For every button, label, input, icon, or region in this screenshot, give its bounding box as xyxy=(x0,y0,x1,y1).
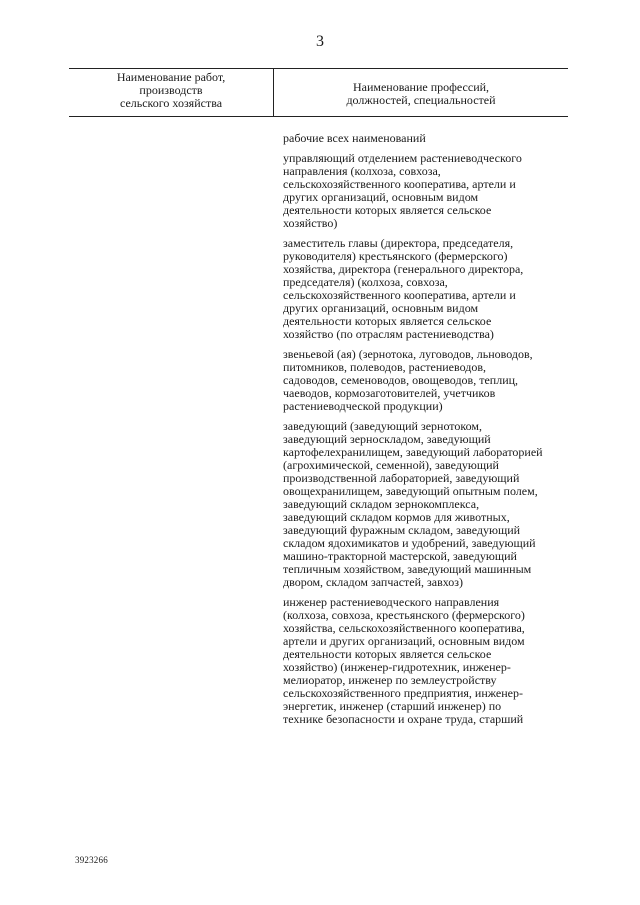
header-professions-line: Наименование профессий, xyxy=(352,80,490,94)
table-header-bottom-rule xyxy=(69,116,568,117)
header-works-line: сельского хозяйства xyxy=(119,96,223,110)
entry-line: (агрохимической, семенной), заведующий xyxy=(283,458,499,472)
entry-line: складом ядохимикатов и удобрений, заведующий xyxy=(283,536,536,550)
profession-entry xyxy=(283,420,563,589)
header-works-cell xyxy=(69,71,273,110)
entry-line: энергетик, инженер (старший инженер) по xyxy=(283,699,502,713)
entry-line: хозяйства, директора (генерального директора, xyxy=(283,262,524,276)
entry-line: звеньевой (ая) (зернотока, луговодов, льноводов, xyxy=(283,347,533,361)
entry-line: инженер растениеводческого направления xyxy=(283,595,500,609)
entry-line: двором, складом запчастей, завхоз) xyxy=(283,575,464,589)
entry-line: сельскохозяйственного кооператива, артели и xyxy=(283,177,516,191)
header-works-line: производств xyxy=(139,83,203,97)
entry-line: артели и других организаций, основным видом xyxy=(283,634,525,648)
entry-line: сельскохозяйственного кооператива, артели и xyxy=(283,288,516,302)
entry-line: (колхоза, совхоза, крестьянского (фермерского) xyxy=(283,608,525,622)
entry-line: сельскохозяйственного предприятия, инженер- xyxy=(283,686,523,700)
entry-line: технике безопасности и охране труда, старший xyxy=(283,712,524,726)
profession-entry xyxy=(283,596,563,726)
document-code: 3923266 xyxy=(75,855,108,865)
profession-entry xyxy=(283,132,563,145)
header-works-line: Наименование работ, xyxy=(116,70,226,84)
page-number: 3 xyxy=(316,33,324,50)
entry-line: направления (колхоза, совхоза, xyxy=(283,164,441,178)
entry-line: заведующий складом кормов для животных, xyxy=(283,510,510,524)
profession-entry xyxy=(283,348,563,413)
entry-line: машино-тракторной мастерской, заведующий xyxy=(283,549,517,563)
entry-line: других организаций, основным видом xyxy=(283,301,479,315)
table-top-rule xyxy=(69,68,568,69)
professions-list xyxy=(283,132,563,733)
entry-line: садоводов, семеноводов, овощеводов, теплиц, xyxy=(283,373,519,387)
entry-line: производственной лабораторией, заведующий xyxy=(283,471,520,485)
entry-line: тепличным хозяйством, заведующий машинным xyxy=(283,562,532,576)
entry-line: чаеводов, кормозаготовителей, учетчиков xyxy=(283,386,496,400)
entry-line: заведующий фуражным складом, заведующий xyxy=(283,523,521,537)
entry-line: управляющий отделением растениеводческого xyxy=(283,151,522,165)
entry-line: питомников, полеводов, растениеводов, xyxy=(283,360,487,374)
entry-line: председателя) (колхоза, совхоза, xyxy=(283,275,448,289)
entry-line: хозяйство (по отраслям растениеводства) xyxy=(283,327,494,341)
entry-line: заместитель главы (директора, председателя, xyxy=(283,236,514,250)
entry-line: деятельности которых является сельское xyxy=(283,314,492,328)
entry-line: деятельности которых является сельское xyxy=(283,203,492,217)
entry-line: заведующий зерноскладом, заведующий xyxy=(283,432,491,446)
entry-line: заведующий (заведующий зернотоком, xyxy=(283,419,482,433)
entry-line: хозяйство) (инженер-гидротехник, инженер- xyxy=(283,660,511,674)
entry-line: мелиоратор, инженер по землеустройству xyxy=(283,673,497,687)
entry-line: других организаций, основным видом xyxy=(283,190,479,204)
entry-line: хозяйство) xyxy=(283,216,338,230)
entry-line: картофелехранилищем, заведующий лабораторией xyxy=(283,445,543,459)
profession-entry xyxy=(283,152,563,230)
entry-line: деятельности которых является сельское xyxy=(283,647,492,661)
entry-line: хозяйства, сельскохозяйственного кооператива, xyxy=(283,621,525,635)
header-professions-line: должностей, специальностей xyxy=(346,93,496,107)
profession-entry xyxy=(283,237,563,341)
entry-line: растениеводческой продукции) xyxy=(283,399,443,413)
entry-line: руководителя) крестьянского (фермерского) xyxy=(283,249,508,263)
entry-line: рабочие всех наименований xyxy=(283,131,426,145)
entry-line: овощехранилищем, заведующий опытным полем, xyxy=(283,484,538,498)
entry-line: заведующий складом зернокомплекса, xyxy=(283,497,480,511)
header-professions-cell xyxy=(274,81,568,107)
